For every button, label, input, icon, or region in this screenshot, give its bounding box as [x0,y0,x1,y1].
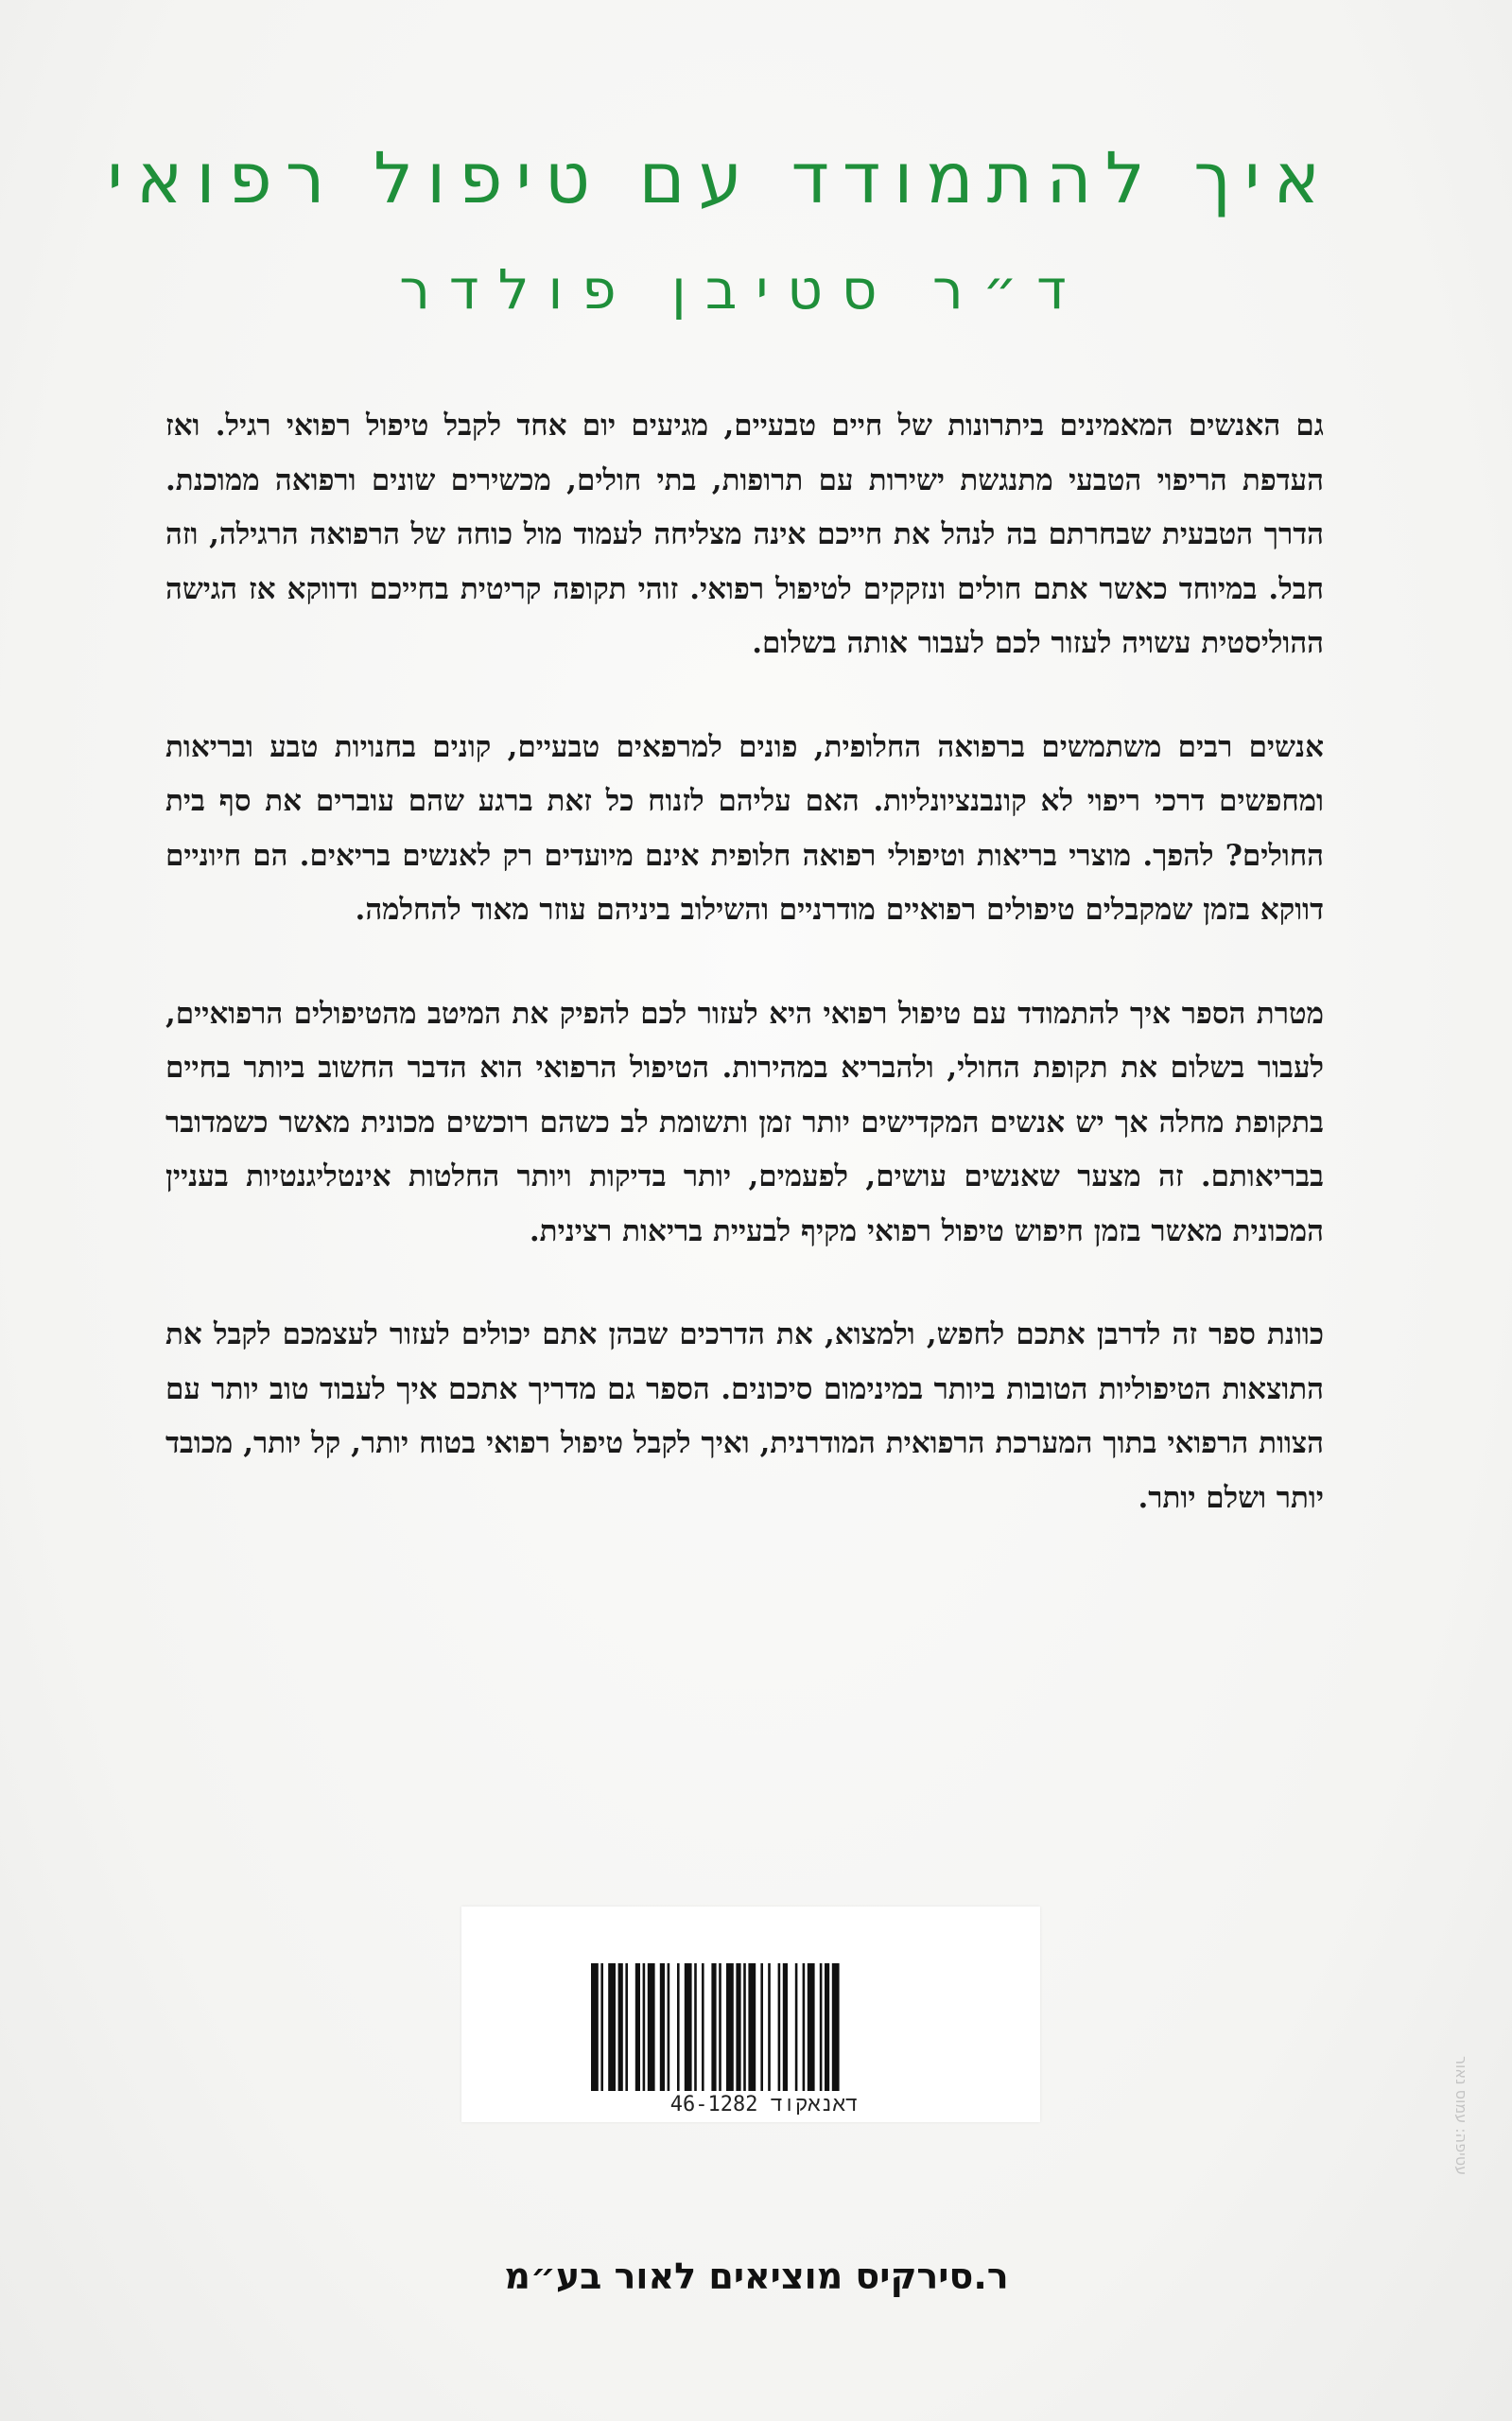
barcode-bar [600,1963,603,2091]
barcode-bar [736,1963,740,2091]
barcode-bar [643,1963,646,2091]
blurb-paragraph-1: גם האנשים המאמינים ביתרונות של חיים טבעיים, מגיעים יום אחד לקבל טיפול רפואי רגיל. ואז העדפת הריפוי הטבעי מתנגשת ישירות עם תרופות, בתי חולים, מכשירים שונים ורפואה ממוכנת. הדרך הטבעית שבחרתם בה לנהל את חייכם אינה מצליחה לעמוד מול כוחה של הרפואה הרגילה, וזה חבל. במיוחד כאשר אתם חולים ונזקקים לטיפול רפואי. זוהי תקופה קריטית בחייכם ודווקא אז הגישה ההוליסטית עשויה לעזור לכם לעבור אותה בשלום. [165,409,1324,660]
barcode-bar [760,1963,763,2091]
blurb-paragraph-3 [165,987,1324,1260]
barcode-bar [726,1963,734,2091]
barcode-bar [635,1963,640,2091]
paragraph-3-book-title: איך להתמודד עם טיפול רפואי [823,996,1172,1031]
book-author: ד״ר סטיבן פולדר [399,257,1086,322]
blurb-paragraph-4: כוונת ספר זה לדרבן אתכם לחפש, ולמצוא, את הדרכים שבהן אתם יכולים לעזור לעצמכם לקבל את התוצאות הטיפוליות הטובות ביותר במינימום סיכונים. הספר גם מדריך אתכם איך לעבוד טוב יותר עם הצוות הרפואי בתוך המערכת הרפואית המודרנית, ואיך לקבל טיפול רפואי בטוח יותר, קל יותר, מכובד יותר ושלם יותר. [165,1317,1324,1515]
barcode-bar [825,1963,829,2091]
paragraph-3-text: היא לעזור לכם להפיק את המיטב מהטיפולים הרפואיים, לעבור בשלום את תקופת החולי, ולהבריא במהירות. הטיפול הרפואי הוא הדבר החשוב ביותר בחיים בתקופת מחלה אך יש אנשים המקדישים יותר זמן ותשומת לב כשהם רוכשים מכונית מאשר כשמדובר בבריאותם. זה מצער שאנשים עושים, לפעמים, יותר בדיקות ויותר החלטות אינטליגנטיות בעניין המכונית מאשר בזמן חיפוש טיפול רפואי מקיף לבעיית בריאות רצינית. [165,996,1324,1248]
barcode-icon [589,1963,939,2091]
blurb-paragraph-2: אנשים רבים משתמשים ברפואה החלופית, פונים למרפאים טבעיים, קונים בחנויות טבע ובריאות ומחפשים דרכי ריפוי לא קונבנציונליות. האם עליהם לזנוח כל זאת ברגע שהם עוברים את סף בית החולים? להפך. מוצרי בריאות וטיפולי רפואה חלופית אינם מיועדים רק לאנשים בריאים. הם חיוניים דווקא בזמן שמקבלים טיפולים רפואיים מודרניים והשילוב ביניהם עוזר מאוד להחלמה. [165,729,1324,927]
barcode-bar [808,1963,815,2091]
book-title: איך להתמודד עם טיפול רפואי [107,138,1333,219]
barcode-bar [832,1963,840,2091]
blurb [165,399,1324,1575]
barcode-bar [711,1963,716,2091]
publisher-name: ר.סירקיס מוציאים לאור בע״מ [504,2256,1009,2297]
barcode-bar [608,1963,616,2091]
barcode-bar [660,1963,665,2091]
barcode-bar [677,1963,680,2091]
barcode-bar [803,1963,806,2091]
barcode-bar [719,1963,721,2091]
barcode-bar [668,1963,670,2091]
barcode-bar [694,1963,697,2091]
barcode-bar [743,1963,746,2091]
paragraph-3-intro: מטרת הספר [1171,996,1325,1031]
cover-credit: עטיפה: עמוס נאור [1452,2055,1470,2175]
barcode-bar [625,1963,628,2091]
barcode-bar [748,1963,756,2091]
barcode-bar [795,1963,798,2091]
barcode-bar [591,1963,599,2091]
barcode-bar [702,1963,704,2091]
barcode-bar [778,1963,781,2091]
barcode-bar [783,1963,788,2091]
barcode-bar [618,1963,623,2091]
barcode-bar [768,1963,771,2091]
barcode-label [461,1907,1040,2122]
barcode-bar [820,1963,823,2091]
barcode-bar [685,1963,692,2091]
barcode-caption: 46-1282 דאנאקוד [669,2093,859,2116]
barcode-bar [648,1963,655,2091]
